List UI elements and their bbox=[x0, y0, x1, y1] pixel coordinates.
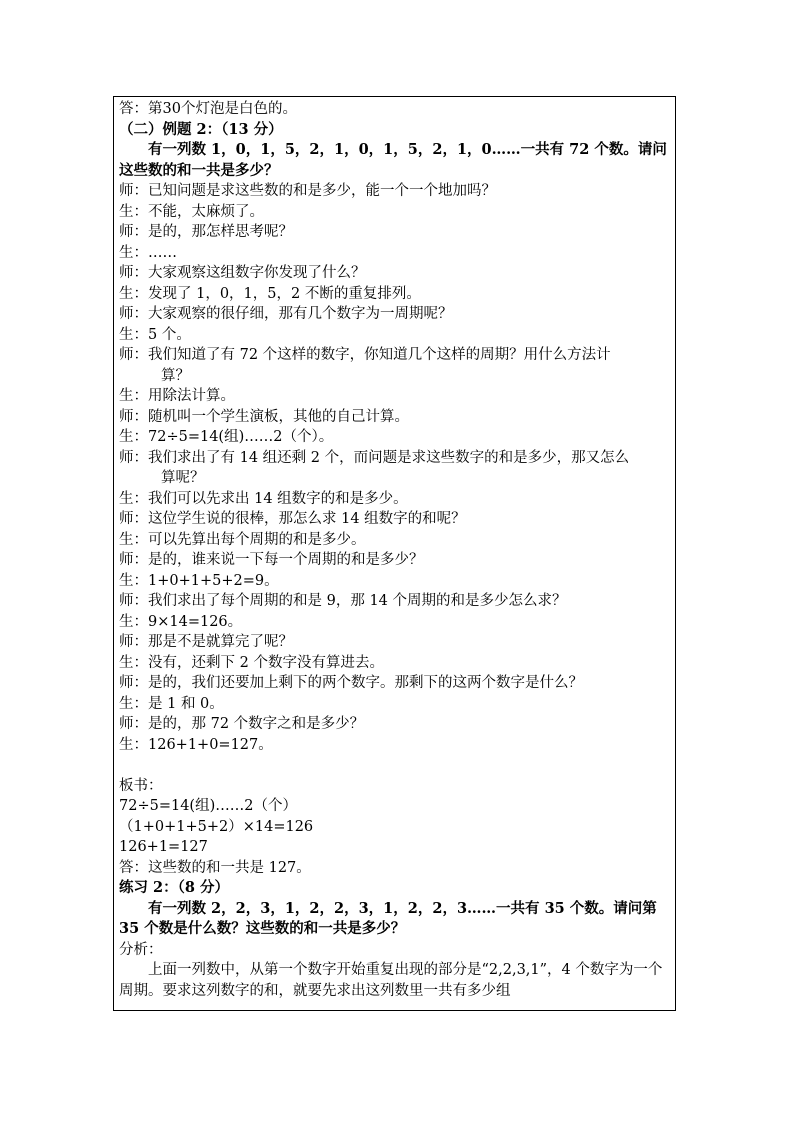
dialogue-line: 师：随机叫一个学生演板，其他的自己计算。 bbox=[119, 408, 409, 425]
example-problem: 有一列数 1，0，1，5，2，1，0，1，5，2，1，0……一共有 72 个数。请问这些数的和一共是多少？ bbox=[119, 141, 667, 179]
dialogue-line: 生：可以先算出每个周期的和是多少。 bbox=[119, 531, 366, 548]
dialogue-line: 生：…… bbox=[119, 244, 177, 261]
dialogue-line: 生：9×14=126。 bbox=[119, 613, 243, 630]
dialogue-line: 生：我们可以先求出 14 组数字的和是多少。 bbox=[119, 490, 408, 507]
dialogue-line: 生：没有，还剩下 2 个数字没有算进去。 bbox=[119, 654, 384, 671]
dialogue-line: 师：大家观察的很仔细，那有几个数字为一周期呢？ bbox=[119, 306, 453, 322]
board-heading: 板书： bbox=[119, 777, 163, 794]
board-answer: 答：这些数的和一共是 127。 bbox=[119, 859, 311, 876]
dialogue-line: 生：1+0+1+5+2=9。 bbox=[119, 572, 279, 589]
dialogue-line: 师：我们求出了有 14 组还剩 2 个，而问题是求这些数字的和是多少，那又怎么 bbox=[119, 449, 630, 466]
dialogue-line: 师：我们求出了每个周期的和是 9，那 14 个周期的和是多少怎么求？ bbox=[119, 593, 567, 609]
example-heading: （二）例题 2：（13 分） bbox=[119, 120, 283, 138]
dialogue-line: 师：那是不是就算完了呢？ bbox=[119, 634, 293, 650]
dialogue-line: 生：用除法计算。 bbox=[119, 388, 235, 404]
answer-line: 答：第30个灯泡是白色的。 bbox=[119, 101, 297, 117]
exercise-heading: 练习 2：（8 分） bbox=[119, 879, 230, 896]
dialogue-line: 生：5 个。 bbox=[119, 326, 191, 343]
dialogue-line: 生：不能，太麻烦了。 bbox=[119, 203, 264, 220]
board-line: 72÷5=14(组)……2（个） bbox=[119, 798, 297, 814]
lesson-table-cell bbox=[113, 96, 676, 1011]
dialogue-line: 师：是的，那 72 个数字之和是多少？ bbox=[119, 716, 365, 732]
dialogue-line: 师：是的，那怎样思考呢？ bbox=[119, 224, 293, 240]
board-line: 126+1=127 bbox=[119, 839, 208, 855]
dialogue-line: 师：大家观察这组数字你发现了什么？ bbox=[119, 265, 366, 281]
analysis-heading: 分析： bbox=[119, 941, 163, 958]
board-line: （1+0+1+5+2）×14=126 bbox=[119, 818, 314, 835]
dialogue-line: 师：这位学生说的很棒，那怎么求 14 组数字的和呢？ bbox=[119, 511, 466, 527]
dialogue-line: 生：126+1+0=127。 bbox=[119, 736, 273, 753]
dialogue-line: 生：72÷5=14(组)……2（个）。 bbox=[119, 429, 334, 445]
dialogue-line-continued: 算？ bbox=[161, 367, 191, 384]
analysis-text: 上面一列数中，从第一个数字开始重复出现的部分是“2,2,3,1”，4 个数字为一个周期。要求这列数字的和，就要先求出这列数里一共有多少组 bbox=[119, 962, 663, 999]
dialogue-line: 师：是的，我们还要加上剩下的两个数字。那剩下的这两个数字是什么？ bbox=[119, 675, 583, 691]
dialogue-line: 生：发现了 1，0，1，5，2 不断的重复排列。 bbox=[119, 285, 421, 302]
dialogue-line: 生：是 1 和 0。 bbox=[119, 695, 224, 712]
dialogue-line: 师：已知问题是求这些数的和是多少，能一个一个地加吗？ bbox=[119, 183, 496, 199]
dialogue-line-continued: 算呢？ bbox=[161, 470, 205, 486]
spacer bbox=[119, 755, 667, 776]
dialogue-line: 师：我们知道了有 72 个这样的数字，你知道几个这样的周期？用什么方法计 bbox=[119, 347, 611, 363]
exercise-problem: 有一列数 2，2，3，1，2，2，3，1，2，2，3……一共有 35 个数。请问第 35 个数是什么数？这些数的和一共是多少？ bbox=[119, 899, 657, 937]
dialogue-line: 师：是的，谁来说一下每一个周期的和是多少？ bbox=[119, 552, 424, 568]
